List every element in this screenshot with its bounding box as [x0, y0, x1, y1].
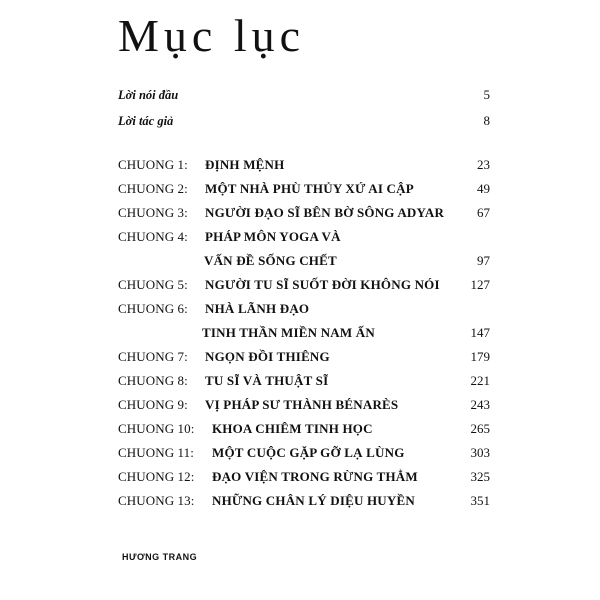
chapter-label: CHUONG 11: [118, 445, 194, 460]
chapter-title: ĐẠO VIỆN TRONG RỪNG THẲM [212, 469, 418, 484]
toc-entry-chapter-12[interactable] [118, 466, 490, 488]
chapter-label: CHUONG 1: [118, 157, 188, 172]
chapter-title: NGƯỜI TU SĨ SUỐT ĐỜI KHÔNG NÓI [205, 277, 440, 292]
chapter-title: NGƯỜI ĐẠO SĨ BÊN BỜ SÔNG ADYAR [205, 205, 445, 220]
toc-entry-chapter-2[interactable] [118, 178, 490, 200]
publisher-imprint: HƯƠNG TRANG [122, 552, 198, 562]
toc-entry-chapter-8[interactable] [118, 370, 490, 392]
chapter-label: CHUONG 7: [118, 349, 188, 364]
chapter-label: CHUONG 13: [118, 493, 195, 508]
entry-label: Lời nói đầu [118, 88, 179, 102]
chapter-title: MỘT CUỘC GẶP GỠ LẠ LÙNG [212, 445, 405, 460]
toc-entry-chapter-3[interactable] [118, 202, 490, 224]
chapter-label: CHUONG 6: [118, 301, 188, 316]
entry-page-number: 127 [470, 277, 490, 292]
toc-entry-chapter-9[interactable] [118, 394, 490, 416]
chapter-label: CHUONG 3: [118, 205, 188, 220]
chapter-title: ĐỊNH MỆNH [205, 157, 285, 172]
entry-page-number: 265 [470, 421, 490, 436]
entry-page-number: 147 [470, 325, 490, 340]
toc-entry-chapter-5[interactable] [118, 274, 490, 296]
toc-entry-chapter-4[interactable] [118, 226, 490, 248]
toc-entry-author-note[interactable] [118, 110, 490, 132]
chapter-label: CHUONG 2: [118, 181, 188, 196]
entry-page-number: 5 [483, 87, 490, 102]
chapter-label: CHUONG 10: [118, 421, 195, 436]
entry-page-number: 49 [477, 181, 490, 196]
entry-page-number: 303 [470, 445, 490, 460]
entry-page-number: 179 [470, 349, 490, 364]
toc-entry-chapter-13[interactable] [118, 490, 490, 512]
chapter-title: VỊ PHÁP SƯ THÀNH BÉNARÈS [205, 397, 399, 412]
chapter-title: MỘT NHÀ PHÙ THỦY XỨ AI CẬP [205, 181, 414, 196]
entry-label: Lời tác giả [118, 114, 174, 128]
entry-page-number: 243 [470, 397, 490, 412]
entry-page-number: 351 [470, 493, 490, 508]
chapter-title-continued: TINH THẦN MIỀN NAM ẤN [202, 325, 375, 340]
toc-entry-chapter-11[interactable] [118, 442, 490, 464]
entry-page-number: 8 [483, 113, 490, 128]
toc-entry-preface[interactable] [118, 84, 490, 106]
chapter-label: CHUONG 5: [118, 277, 188, 292]
entry-page-number: 67 [477, 205, 490, 220]
chapter-title: NHÀ LÃNH ĐẠO [205, 301, 310, 316]
toc-entry-chapter-6[interactable] [118, 298, 490, 320]
chapter-label: CHUONG 4: [118, 229, 188, 244]
chapter-title: TU SĨ VÀ THUẬT SĨ [205, 373, 329, 388]
entry-page-number: 221 [470, 373, 490, 388]
chapter-title: PHÁP MÔN YOGA VÀ [205, 229, 341, 244]
entry-page-number: 23 [477, 157, 490, 172]
chapter-label: CHUONG 9: [118, 397, 188, 412]
chapter-title-continued: VẤN ĐỀ SỐNG CHẾT [204, 253, 337, 268]
toc-entry-chapter-4-continued[interactable] [118, 250, 490, 272]
toc-entry-chapter-7[interactable] [118, 346, 490, 368]
entry-page-number: 325 [470, 469, 490, 484]
page-title: Mục lục [118, 10, 306, 61]
chapter-label: CHUONG 8: [118, 373, 188, 388]
chapter-label: CHUONG 12: [118, 469, 195, 484]
toc-entry-chapter-10[interactable] [118, 418, 490, 440]
toc-entry-chapter-6-continued[interactable] [118, 322, 490, 344]
chapter-title: KHOA CHIÊM TINH HỌC [212, 421, 373, 436]
chapter-title: NGỌN ĐỒI THIÊNG [205, 349, 330, 364]
toc-entry-chapter-1[interactable] [118, 154, 490, 176]
entry-page-number: 97 [477, 253, 490, 268]
chapter-title: NHỮNG CHÂN LÝ DIỆU HUYỀN [212, 493, 415, 508]
